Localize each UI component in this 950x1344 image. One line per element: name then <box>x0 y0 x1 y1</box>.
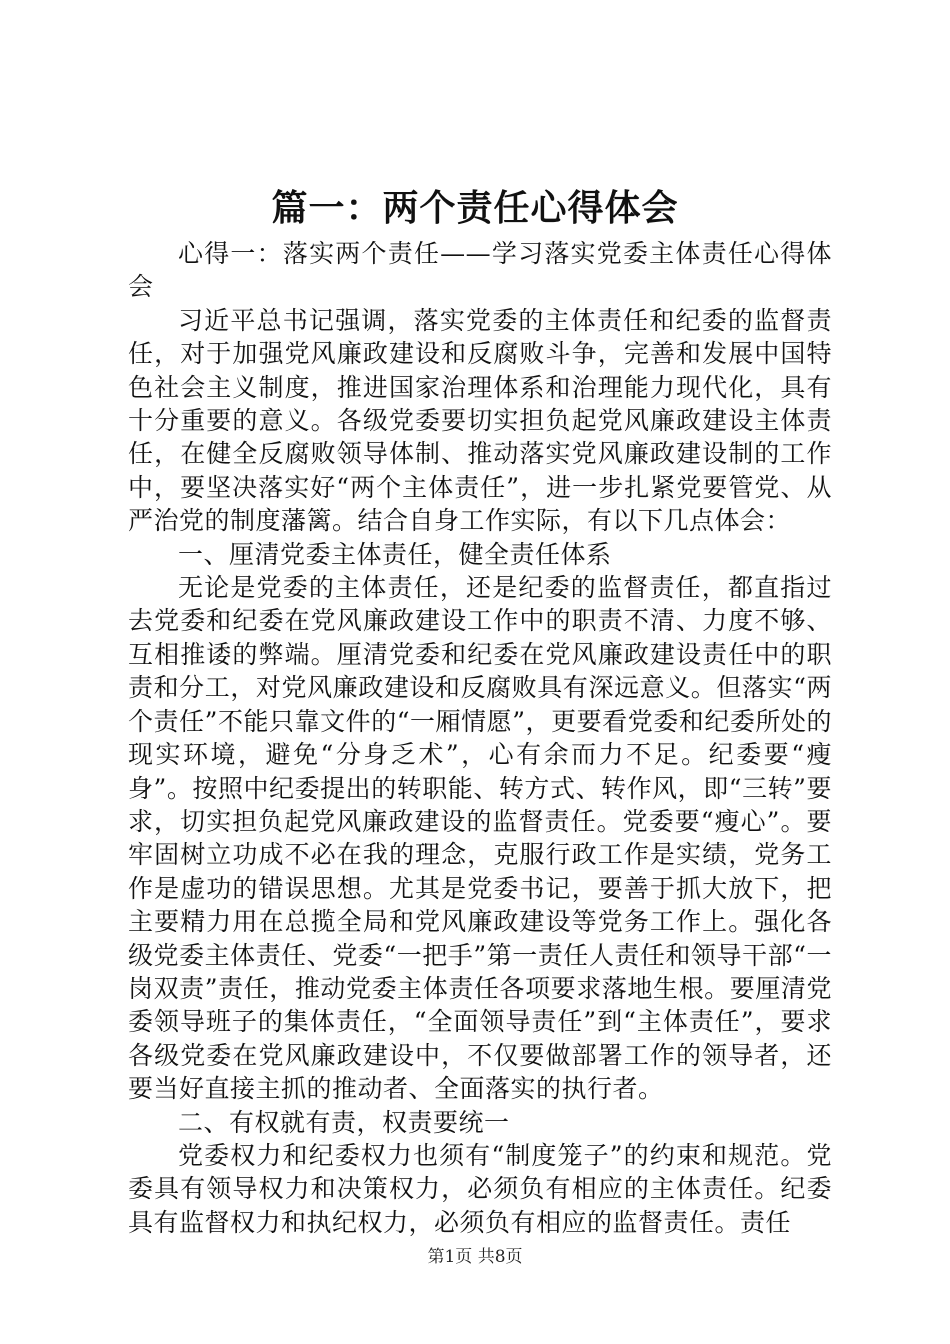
document-body <box>128 237 832 1239</box>
section-heading-1: 一、厘清党委主体责任，健全责任体系 <box>178 539 612 569</box>
paragraph-section-2: 党委权力和纪委权力也须有“制度笼子”的约束和规范。党委具有领导权力和决策权力，必须负有相应的主体责任。纪委具有监督权力和执纪权力，必须负有相应的监督责任。责任 <box>128 1140 832 1237</box>
paragraph-subtitle: 心得一：落实两个责任——学习落实党委主体责任心得体会 <box>128 239 832 302</box>
paragraph-intro: 习近平总书记强调，落实党委的主体责任和纪委的监督责任，对于加强党风廉政建设和反腐败斗争，完善和发展中国特色社会主义制度，推进国家治理体系和治理能力现代化，具有十分重要的意义。各级党委要切实担负起党风廉政建设主体责任，在健全反腐败领导体制、推动落实党风廉政建设制的工作中，要坚决落实好“两个主体责任”，进一步扎紧党要管党、从严治党的制度藩篱。结合自身工作实际，有以下几点体会： <box>128 305 832 536</box>
document-title: 篇一：两个责任心得体会 <box>271 188 679 229</box>
page-number-footer: 第1页 共8页 <box>427 1247 523 1267</box>
paragraph-section-1: 无论是党委的主体责任，还是纪委的监督责任，都直指过去党委和纪委在党风廉政建设工作中的职责不清、力度不够、互相推诿的弊端。厘清党委和纪委在党风廉政建设责任中的职责和分工，对党风廉政建设和反腐败具有深远意义。但落实“两个责任”不能只靠文件的“一厢情愿”，更要看党委和纪委所处的现实环境，避免“分身乏术”，心有余而力不足。纪委要“瘦身”。按照中纪委提出的转职能、转方式、转作风，即“三转”要求，切实担负起党风廉政建设的监督责任。党委要“瘦心”。要牢固树立功成不必在我的理念，克服行政工作是实绩，党务工作是虚功的错误思想。尤其是党委书记，要善于抓大放下，把主要精力用在总揽全局和党风廉政建设等党务工作上。强化各级党委主体责任、党委“一把手”第一责任人责任和领导干部“一岗双责”责任，推动党委主体责任各项要求落地生根。要厘清党委领导班子的集体责任，“全面领导责任”到“主体责任”，要求各级党委在党风廉政建设中，不仅要做部署工作的领导者，还要当好直接主抓的推动者、全面落实的执行者。 <box>128 573 832 1104</box>
section-heading-2: 二、有权就有责，权责要统一 <box>178 1107 510 1137</box>
